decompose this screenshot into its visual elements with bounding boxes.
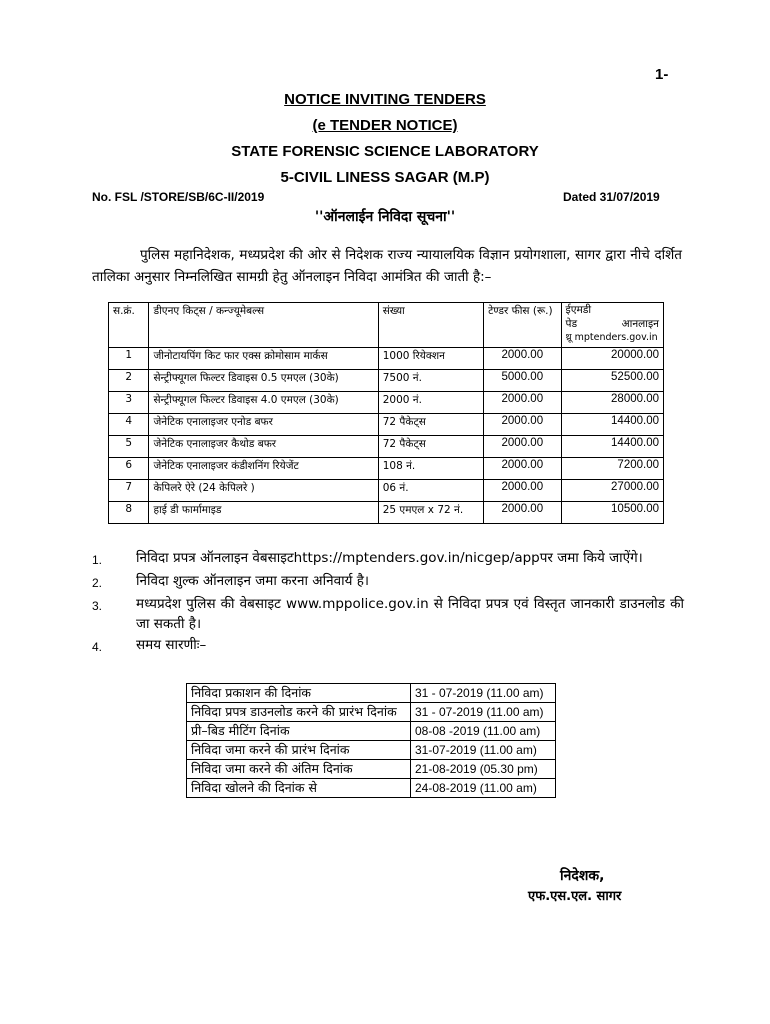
cell-item: जेनेटिक एनालाइजर कंडीशनिंग रियेजेंट [149, 458, 378, 480]
table-row [109, 458, 664, 480]
cell-emd: 28000.00 [561, 392, 663, 414]
list-item-text: मध्यप्रदेश पुलिस की वेबसाइट www.mppolice.gov.in से निविदा प्रपत्र एवं विस्तृत जानकारी डाउनलोड की जा सकती है। [136, 596, 684, 632]
cell-emd: 14400.00 [561, 436, 663, 458]
cell-item: केपिलरे ऐरे (24 केपिलरे ) [149, 480, 378, 502]
cell-sno: 4 [109, 414, 149, 436]
cell-qty: 108 नं. [378, 458, 483, 480]
signatory-title: निदेशक, [560, 868, 605, 884]
schedule-date: 31-07-2019 (11.00 am) [411, 741, 556, 760]
header-emd-online: आनलाइन [621, 318, 659, 330]
cell-emd: 52500.00 [561, 370, 663, 392]
cell-qty: 2000 नं. [378, 392, 483, 414]
page-number: 1- [655, 66, 669, 83]
header-fee: टेण्डर फीस (रू.) [484, 303, 561, 348]
list-item-text: समय सारणीः– [136, 637, 207, 653]
list-item-number: 4. [92, 640, 103, 654]
header-emd-line3: थ्रू mptenders.gov.in [565, 332, 658, 343]
cell-sno: 8 [109, 502, 149, 524]
table-row [187, 722, 556, 741]
list-item-number: 2. [92, 576, 103, 590]
header-emd [561, 303, 663, 348]
header-emd-line1: ईएमडी [565, 304, 592, 316]
cell-qty: 1000 रियेक्शन [378, 348, 483, 370]
table-row [187, 760, 556, 779]
schedule-event: निविदा प्रकाशन की दिनांक [187, 684, 411, 703]
schedule-date: 24-08-2019 (11.00 am) [411, 779, 556, 798]
schedule-event: निविदा खोलने की दिनांक से [187, 779, 411, 798]
cell-fee: 2000.00 [484, 436, 561, 458]
schedule-date: 08-08 -2019 (11.00 am) [411, 722, 556, 741]
table-row [187, 779, 556, 798]
list-item-text: निविदा शुल्क ऑनलाइन जमा करना अनिवार्य है। [136, 573, 369, 589]
table-header-row [109, 303, 664, 348]
table-row [109, 414, 664, 436]
schedule-table [186, 683, 556, 798]
cell-fee: 2000.00 [484, 392, 561, 414]
list-item [92, 594, 684, 634]
header-item: डीएनए किट्स / कन्ज्यूमेबल्स [149, 303, 378, 348]
cell-qty: 72 पैकेट्स [378, 436, 483, 458]
cell-sno: 7 [109, 480, 149, 502]
schedule-event: प्री–बिड मीटिंग दिनांक [187, 722, 411, 741]
list-item-number: 1. [92, 553, 103, 567]
cell-item: जेनेटिक एनालाइजर कैथोड बफर [149, 436, 378, 458]
cell-emd: 7200.00 [561, 458, 663, 480]
cell-emd: 10500.00 [561, 502, 663, 524]
table-row [109, 502, 664, 524]
notice-subtitle: (e TENDER NOTICE) [312, 117, 458, 134]
table-row [109, 348, 664, 370]
schedule-event: निविदा प्रपत्र डाउनलोड करने की प्रारंभ दिनांक [187, 703, 411, 722]
cell-emd: 27000.00 [561, 480, 663, 502]
hindi-title: ''ऑनलाईन निविदा सूचना'' [314, 209, 456, 225]
list-item [92, 635, 684, 657]
cell-fee: 5000.00 [484, 370, 561, 392]
cell-emd: 14400.00 [561, 414, 663, 436]
cell-sno: 5 [109, 436, 149, 458]
header-sno: स.क्रं. [109, 303, 149, 348]
notice-date: Dated 31/07/2019 [563, 190, 660, 204]
list-item-text: निविदा प्रपत्र ऑनलाइन वेबसाइटhttps://mptenders.gov.in/nicgep/appपर जमा किये जाऐंगे। [136, 550, 643, 566]
cell-emd: 20000.00 [561, 348, 663, 370]
organization-address: 5-CIVIL LINESS SAGAR (M.P) [280, 169, 490, 186]
table-row [109, 480, 664, 502]
cell-qty: 7500 नं. [378, 370, 483, 392]
cell-item: हाई डी फार्मामाइड [149, 502, 378, 524]
cell-sno: 1 [109, 348, 149, 370]
schedule-date: 31 - 07-2019 (11.00 am) [411, 684, 556, 703]
header-qty: संख्या [378, 303, 483, 348]
cell-fee: 2000.00 [484, 348, 561, 370]
cell-item: जीनोटायपिंग किट फार एक्स क्रोमोसाम मार्कस [149, 348, 378, 370]
schedule-event: निविदा जमा करने की प्रारंभ दिनांक [187, 741, 411, 760]
list-item [92, 571, 684, 593]
table-row [187, 741, 556, 760]
signatory-office: एफ.एस.एल. सागर [528, 889, 622, 904]
header-emd-paid: पेड [565, 318, 578, 330]
items-table [108, 302, 664, 524]
conditions-list [92, 548, 684, 658]
cell-fee: 2000.00 [484, 480, 561, 502]
header-emd-line2 [566, 317, 659, 331]
cell-item: सेन्ट्रीफ्यूगल फिल्टर डिवाइस 4.0 एमएल (30के) [149, 392, 378, 414]
cell-item: सेन्ट्रीफ्यूगल फिल्टर डिवाइस 0.5 एमएल (30के) [149, 370, 378, 392]
table-row [187, 703, 556, 722]
table-row [109, 370, 664, 392]
table-row [109, 436, 664, 458]
table-row [187, 684, 556, 703]
schedule-date: 31 - 07-2019 (11.00 am) [411, 703, 556, 722]
cell-qty: 06 नं. [378, 480, 483, 502]
cell-fee: 2000.00 [484, 502, 561, 524]
cell-fee: 2000.00 [484, 458, 561, 480]
table-row [109, 392, 664, 414]
cell-item: जेनेटिक एनालाइजर एनोड बफर [149, 414, 378, 436]
schedule-event: निविदा जमा करने की अंतिम दिनांक [187, 760, 411, 779]
cell-sno: 3 [109, 392, 149, 414]
cell-qty: 72 पैकेट्स [378, 414, 483, 436]
cell-sno: 2 [109, 370, 149, 392]
reference-number: No. FSL /STORE/SB/6C-II/2019 [92, 190, 265, 204]
cell-sno: 6 [109, 458, 149, 480]
notice-title: NOTICE INVITING TENDERS [284, 91, 486, 108]
intro-paragraph: पुलिस महानिदेशक, मध्यप्रदेश की ओर से निदेशक राज्य न्यायालयिक विज्ञान प्रयोगशाला, सागर द्वारा नीचे दर्शित तालिका अनुसार निम्नलिखित सामग्री हेतु ऑनलाइन निविदा आमंत्रित की जाती है:– [92, 247, 682, 285]
list-item [92, 548, 684, 570]
schedule-date: 21-08-2019 (05.30 pm) [411, 760, 556, 779]
cell-qty: 25 एमएल x 72 नं. [378, 502, 483, 524]
list-item-number: 3. [92, 599, 103, 613]
organization-name: STATE FORENSIC SCIENCE LABORATORY [231, 143, 539, 160]
cell-fee: 2000.00 [484, 414, 561, 436]
